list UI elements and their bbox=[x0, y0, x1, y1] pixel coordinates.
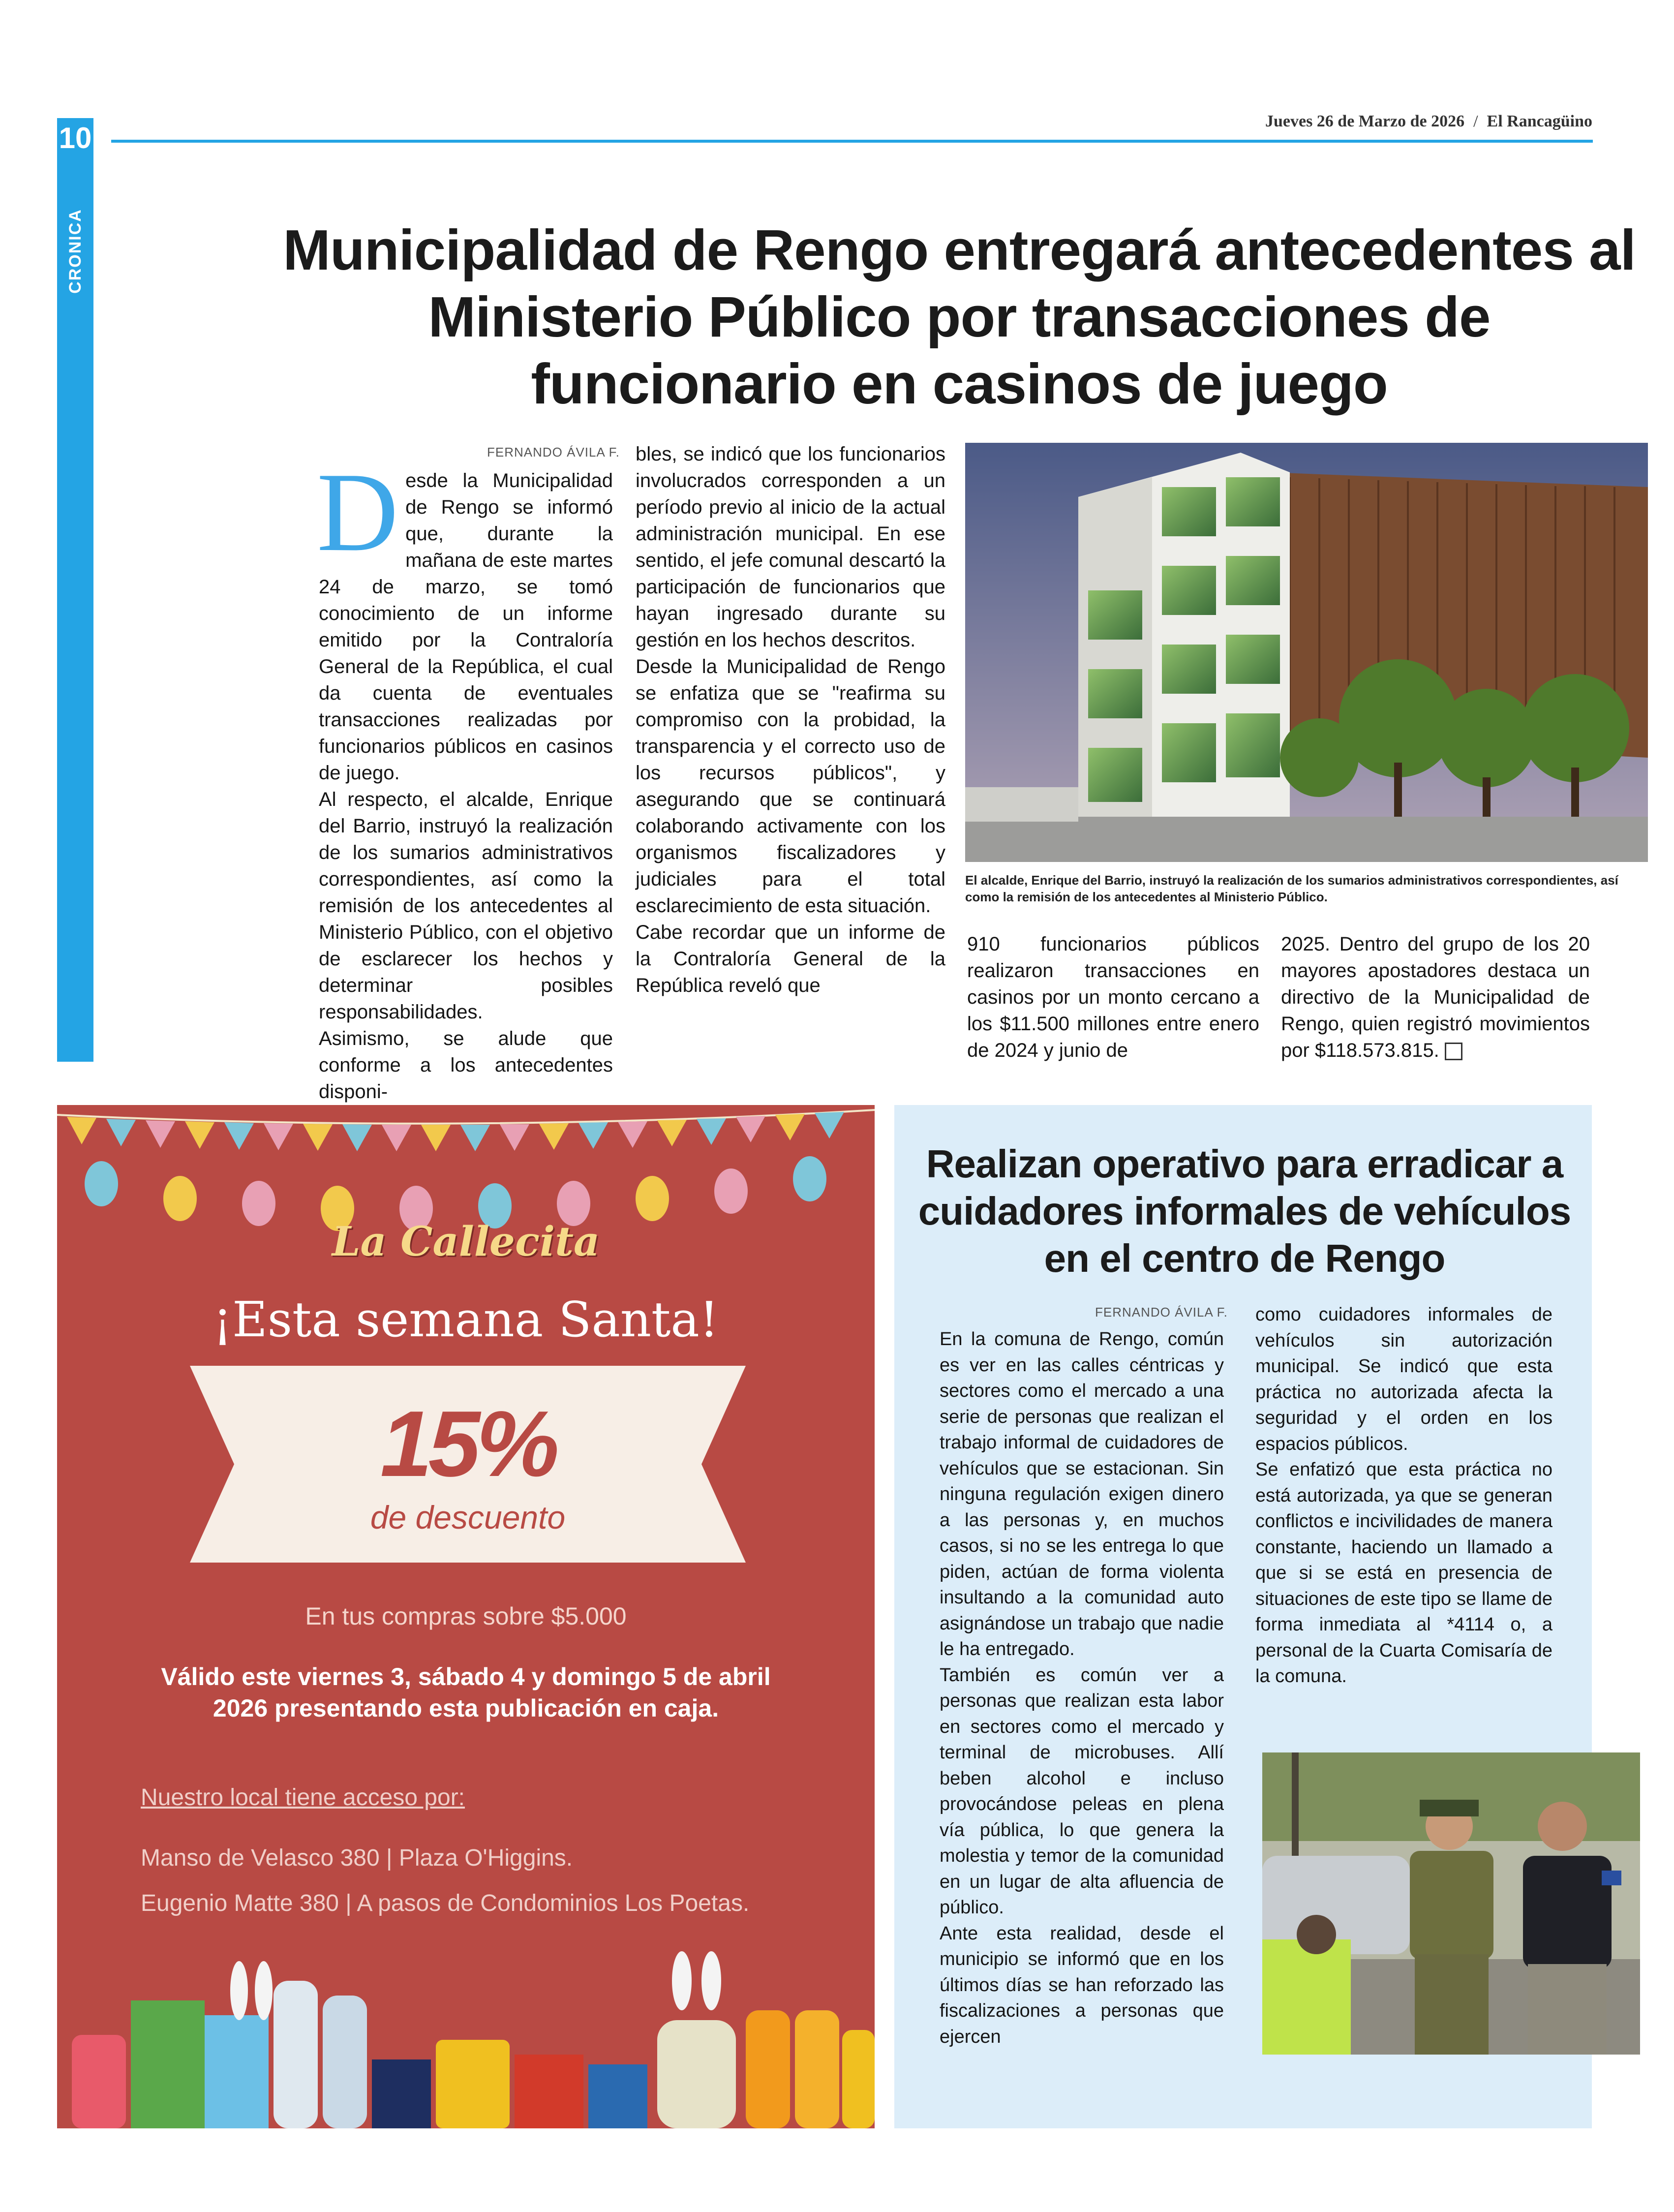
page-number: 10 bbox=[57, 118, 93, 157]
second-col1-para2: También es común ver a personas que realizan esta labor en sectores como el mercado y terminal de microbuses. Allí beben alcohol e incluso provocándose peleas en plena vía pública, lo que genera la molestia y temor de la comunidad en un lugar de alta afluencia de público. bbox=[940, 1664, 1224, 1918]
main-photo-caption: El alcalde, Enrique del Barrio, instruyó la realización de los sumarios administrativos correspondientes, así como la remisión de los antecedentes al Ministerio Público. bbox=[965, 873, 1618, 904]
main-article-col4 bbox=[1281, 931, 1590, 1069]
discount-label: de descuento bbox=[370, 1499, 566, 1536]
building-illustration bbox=[965, 443, 1648, 862]
ad-access-heading: Nuestro local tiene acceso por: bbox=[141, 1784, 465, 1811]
second-col1-para1: En la comuna de Rengo, común es ver en las calles céntricas y sectores como el mercado a una serie de personas que realizan el trabajo informal de cuidadores de vehículos que se estacionan. Sin ninguna regulación exigen dinero a las personas y, en muchos casos, si no se les entrega lo que piden, actúan de forma violenta insultando a la comunidad auto asignándose un trabajo que nadie le ha entregado. bbox=[940, 1329, 1224, 1659]
second-col2-para2: Se enfatizó que esta práctica no está autorizada, ya que se generan conflictos e incivilidades de manera constante, haciendo un llamado a que si se está en presencia de situaciones de este tipo se llame de forma inmediata al *4114 o, a personal de la Cuarta Comisaría de la comuna. bbox=[1255, 1459, 1552, 1687]
drop-cap: D bbox=[317, 449, 399, 575]
main-article-col2 bbox=[636, 441, 945, 1073]
header-separator: / bbox=[1473, 112, 1478, 130]
ad-address-1: Manso de Velasco 380 | Plaza O'Higgins. bbox=[141, 1845, 573, 1871]
main-col2-para3: Cabe recordar que un informe de la Contraloría General de la República reveló que bbox=[636, 922, 945, 996]
main-col1-para3: Asimismo, se alude que conforme a los antecedentes disponi- bbox=[319, 1028, 613, 1103]
ad-title: ¡Esta semana Santa! bbox=[213, 1292, 719, 1348]
main-article-col3 bbox=[967, 931, 1259, 1069]
main-col4-para1 bbox=[1281, 931, 1590, 1064]
second-headline: Realizan operativo para erradicar a cuidadores informales de vehículos en el centro de Rengo bbox=[918, 1142, 1571, 1280]
police-operation-photo bbox=[1262, 1752, 1640, 2055]
newspaper-name: El Rancagüino bbox=[1487, 112, 1592, 130]
municipality-building-photo bbox=[965, 443, 1648, 862]
ad-brand-logo: La Callecita bbox=[332, 1218, 600, 1265]
ad-address-2: Eugenio Matte 380 | A pasos de Condominios Los Poetas. bbox=[141, 1890, 750, 1916]
issue-date: Jueves 26 de Marzo de 2026 bbox=[1265, 112, 1465, 130]
second-article-col2 bbox=[1255, 1302, 1552, 1735]
section-label bbox=[57, 202, 93, 300]
grocery-products-illustration bbox=[57, 1961, 875, 2128]
discount-percentage: 15% bbox=[380, 1392, 556, 1496]
main-col2-para2: Desde la Municipalidad de Rengo se enfatiza que se "reafirma su compromiso con la probidad, la transparencia y el correcto uso de los recursos públicos", y asegurando que se continuará colaborando activamente con los organismos fiscalizadores y judiciales para el total esclarecimiento de esta situación. bbox=[636, 656, 945, 917]
main-col3-para1: 910 funcionarios públicos realizaron transacciones en casinos por un monto cercano a los $11.500 millones entre enero de 2024 y junio de bbox=[967, 933, 1259, 1061]
second-article-col1 bbox=[940, 1326, 1224, 2084]
ad-condition: En tus compras sobre $5.000 bbox=[305, 1602, 627, 1630]
main-byline: FERNANDO ÁVILA F. bbox=[487, 445, 620, 460]
header-meta bbox=[1265, 112, 1592, 131]
section-label-text: CRONICA bbox=[65, 208, 85, 294]
second-byline: FERNANDO ÁVILA F. bbox=[1095, 1305, 1228, 1320]
header-rule bbox=[111, 140, 1593, 143]
second-col1-para3: Ante esta realidad, desde el municipio se informó que en los últimos días se han reforzado las fiscalizaciones a personas que ejercen bbox=[940, 1923, 1224, 2047]
la-callecita-ad bbox=[57, 1105, 875, 2128]
police-illustration bbox=[1262, 1752, 1640, 2055]
main-headline: Municipalidad de Rengo entregará antecedentes al Ministerio Público por transacciones de funcionario en casinos de juego bbox=[283, 218, 1636, 416]
main-col1-para2: Al respecto, el alcalde, Enrique del Barrio, instruyó la realización de los sumarios administrativos correspondientes, así como la remisión de los antecedentes al Ministerio Público, con el objetivo de esclarecer los hechos y determinar posibles responsabilidades. bbox=[319, 789, 613, 1023]
main-col4-text: 2025. Dentro del grupo de los 20 mayores apostadores destaca un directivo de la Municipalidad de Rengo, quien registró movimientos por $118.573.815. bbox=[1281, 933, 1590, 1061]
main-col1-para1: esde la Municipalidad de Rengo se informó que, durante la mañana de este martes 24 de marzo, se tomó conocimiento de un informe emitido por la Contraloría General de la República, el cual da cuenta de eventuales transacciones realizadas por funcionarios públicos en casinos de juego. bbox=[319, 470, 613, 784]
second-col2-para1: como cuidadores informales de vehículos sin autorización municipal. Se indicó que esta práctica no autorizada afecta la seguridad y el orden en los espacios públicos. bbox=[1255, 1304, 1552, 1454]
end-mark-icon bbox=[1445, 1043, 1462, 1060]
main-col2-para1: bles, se indicó que los funcionarios involucrados corresponden a un período previo al inicio de la actual administración municipal. En ese sentido, el jefe comunal descartó la participación de funcionarios que hayan ingresado durante su gestión en los hechos descritos. bbox=[636, 443, 945, 651]
ad-validity: Válido este viernes 3, sábado 4 y domingo 5 de abril 2026 presentando esta publicación en caja. bbox=[161, 1663, 771, 1722]
